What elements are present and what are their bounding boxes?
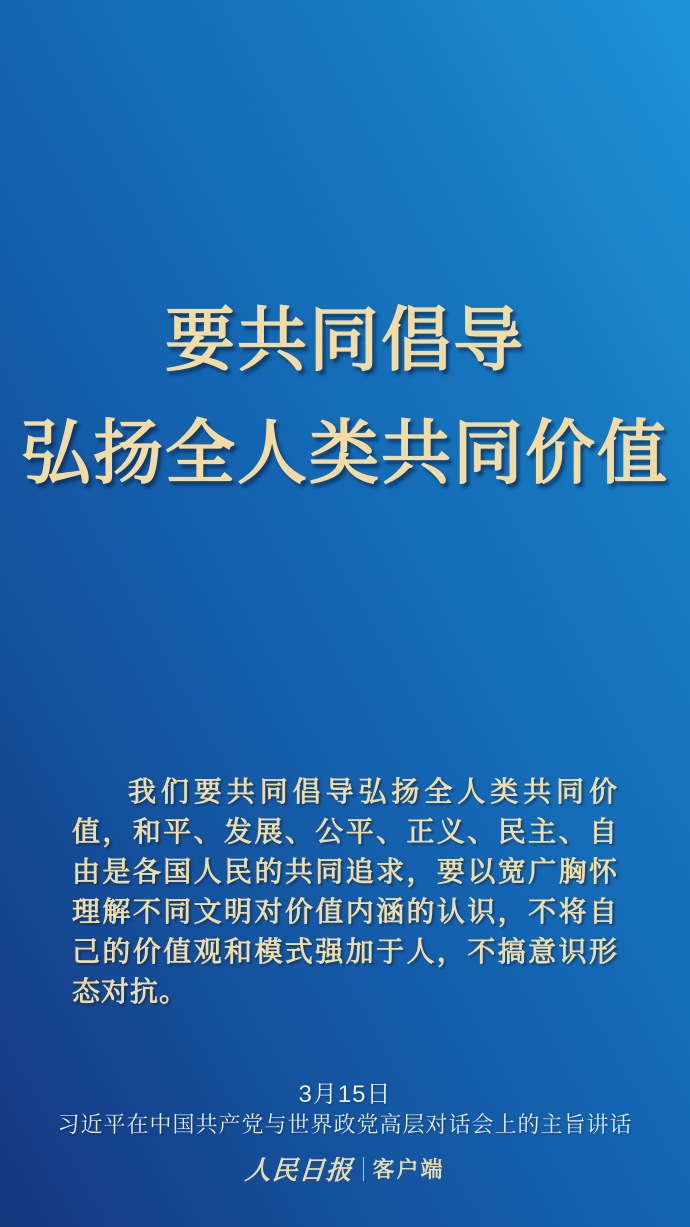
quote-line: 由是各国人民的共同追求，要以宽广胸怀 [72, 856, 618, 887]
quote-paragraph [72, 772, 618, 1012]
poster-title [0, 283, 690, 509]
title-line-1: 要共同倡导 [165, 298, 525, 381]
title-line-2: 弘扬全人类共同价值 [21, 411, 669, 494]
logo-client-label: 客户端 [372, 1157, 445, 1182]
quote-line: 态对抗。 [72, 976, 189, 1007]
quote-line: 我们要共同倡导弘扬全人类共同价 [128, 776, 618, 807]
logo-divider-line [363, 1157, 364, 1181]
quote-line: 理解不同文明对价值内涵的认识，不将自 [72, 896, 618, 927]
quote-line: 己的价值观和模式强加于人，不搞意识形 [72, 936, 618, 967]
publisher-logo [0, 1150, 690, 1187]
quote-line: 值，和平、发展、公平、正义、民主、自 [72, 816, 618, 847]
date-label: 3月15日 [298, 1081, 392, 1108]
peoples-daily-masthead: 人民日报 [244, 1156, 355, 1186]
attribution-line: 习近平在中国共产党与世界政党高层对话会上的主旨讲话 [57, 1112, 633, 1137]
